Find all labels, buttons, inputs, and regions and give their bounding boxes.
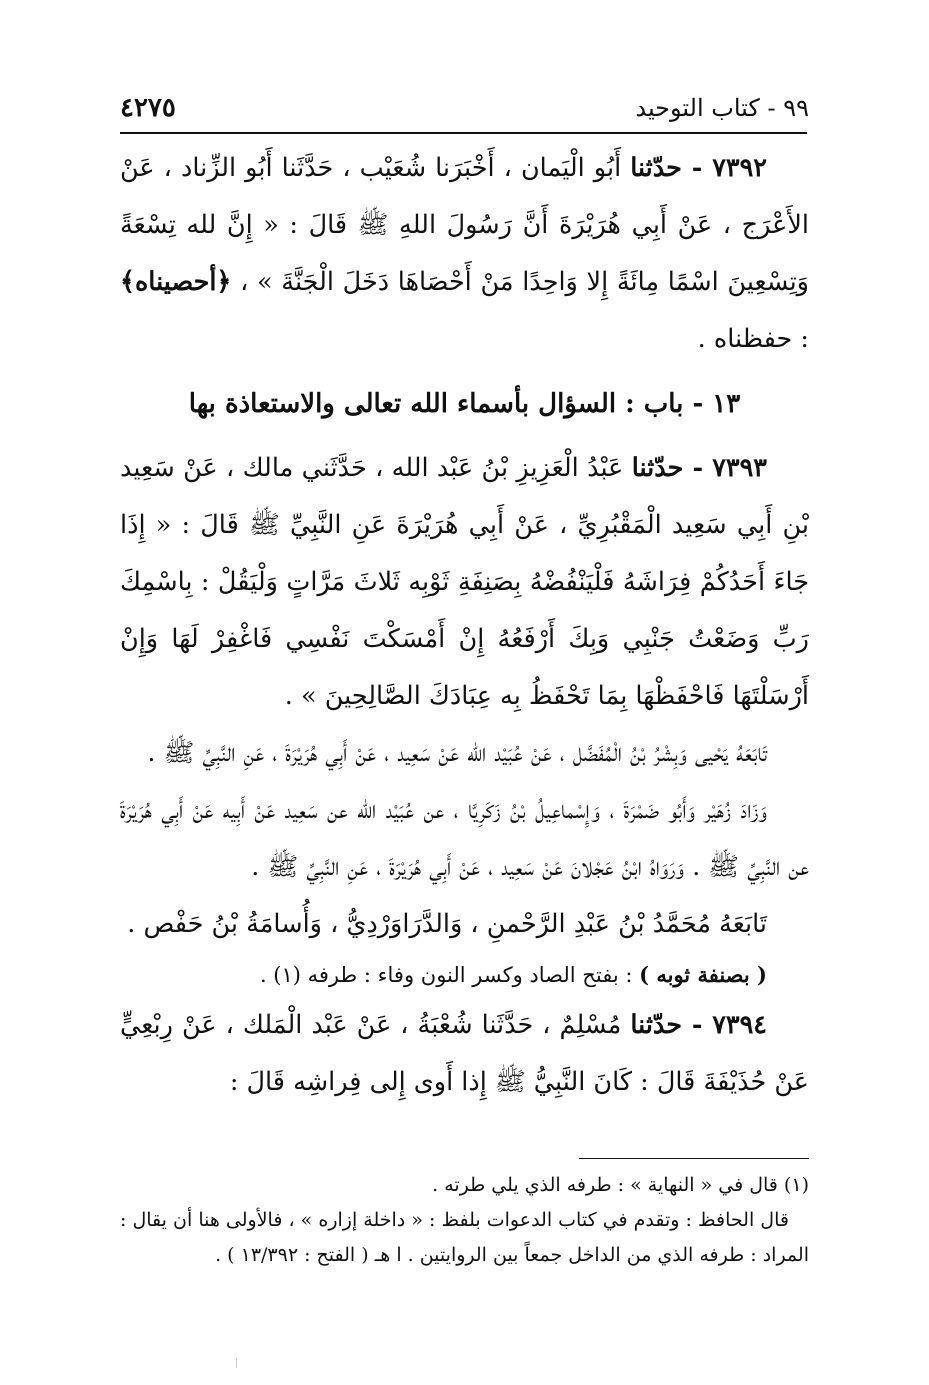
running-head: ٩٩ - كتاب التوحيد [635, 94, 809, 122]
hadith-number: ٧٣٩٣ - حدّثنا [631, 453, 767, 483]
footnotes [120, 1168, 809, 1273]
hadith-7393 [120, 440, 809, 725]
hadith-text: عَبْدُ الْعَزِيزِ بْنُ عَبْد الله ، حَدَّثَني مالك ، عَنْ سَعِيد بْنِ أَبِي سَعِيد الْمَقْبُرِيِّ ، عَنْ أَبِي هُرَيْرَةَ عَنِ النَّبِيِّ ﷺ قَالَ : « إِذَا جَاءَ أَحَدُكُمْ فِرَاشَهُ فَلْيَنْفُضْهُ بِصَنِفَةِ ثَوْبِه ثَلاثَ مَرَّاتٍ وَلْيَقُلْ : بِاسْمِكَ رَبِّ وَضَعْتُ جَنْبِي وَبِكَ أَرْفَعُهُ إِنْ أَمْسَكْتَ نَفْسِي فَاغْفِرْ لَهَا وَإِنْ أَرْسَلْتَهَا فَاحْفَظْهَا بِمَا تَحْفَظُ بِه عِبَادَكَ الصَّالِحِينَ » . [120, 453, 809, 711]
header-rule [120, 132, 807, 134]
footnote-rule [579, 1158, 809, 1159]
followup-paragraph: تَابَعَهُ مُحَمَّدُ بْنُ عَبْدِ الرَّحْمنِ ، وَالدَّرَاوَرْدِيُّ ، وَأُسامَةُ بْنُ حَفْص . [127, 909, 767, 939]
gloss-word: ﴿أحصيناه﴾ [120, 267, 232, 297]
hadith-7392 [120, 140, 809, 368]
gloss-text: : حفظناه . [697, 324, 809, 354]
footnote-1-continuation: قال الحافظ : وتقدم في كتاب الدعوات بلفظ : « داخلة إزاره » ، فالأولى هنا أن يقال : المراد : طرفه الذي من الداخل جمعاً بين الروايتين . ا هـ ( الفتح : ١٣/٣٩٢ ) . [120, 1209, 809, 1266]
hadith-text: أَبُو الْيَمان ، أَخْبَرَنا شُعَيْب ، حَدَّثَنا أَبُو الزِّناد ، عَنْ الأَعْرَج ، عَنْ أَبِي هُرَيْرَةَ أَنَّ رَسُولَ اللهِ ﷺ قَالَ : « إِنَّ لله تِسْعَةً وَتِسْعِينَ اسْمًا مِائَةً إِلا وَاحِدًا مَنْ أَحْصَاهَا دَخَلَ الْجَنَّةَ » ، [120, 153, 809, 297]
followup-paragraph: وَزَادَ زُهَيْر وَأَبُو ضَمْرَةَ ، وَإِسْماعِيلُ بْنُ زَكَرِيَّا ، عن عُبَيْد الله عن سَعِيد عَنْ أَبِيه عَنْ أَبِي هُرَيْرَةَ عن النَّبِيِّ ﷺ . وَرَوَاهُ ابْنُ عَجْلانَ عَنْ سَعِيد ، عَنْ أَبِي هُرَيْرَةَ ، عَنِ النَّبِيِّ ﷺ . [120, 795, 809, 882]
hadith-7394 [120, 997, 809, 1111]
followup-paragraph: تَابَعَهُ يَحْيى وَبِشْرُ بْنُ الْمُفَضَّل ، عَنْ عُبَيْد الله عَنْ سَعِيد ، عَنْ أَبِي هُرَيْرَةَ ، عَنِ النَّبِيِّ ﷺ . [147, 738, 767, 768]
gloss-paragraph [120, 953, 809, 997]
hadith-number: ٧٣٩٤ - حدّثنا [630, 1010, 768, 1040]
gloss-word: ( بصنفة ثوبه ) [639, 962, 767, 987]
page-number: ٤٢٧٥ [120, 93, 176, 123]
main-text [120, 140, 809, 1111]
hadith-number: ٧٣٩٢ - حدّثنا [630, 153, 767, 183]
scan-mark [236, 1358, 239, 1368]
gloss-text: : بفتح الصاد وكسر النون وفاء : طرفه (١) . [259, 963, 633, 987]
chapter-heading: ١٣ - باب : السؤال بأسماء الله تعالى والاستعاذة بها [188, 389, 741, 419]
footnote-1: (١) قال في « النهاية » : طرفه الذي يلي طرته . [432, 1174, 809, 1196]
page-header [120, 88, 809, 128]
hadith-text: مُسْلِمٌ ، حَدَّثَنا شُعْبَةُ ، عَنْ عَبْد الْمَلك ، عَنْ رِبْعِيٍّ عَنْ حُذَيْفَةَ قَالَ : كَانَ النَّبِيُّ ﷺ إِذا أَوى إِلى فِراشِه قَالَ : [120, 1010, 809, 1097]
